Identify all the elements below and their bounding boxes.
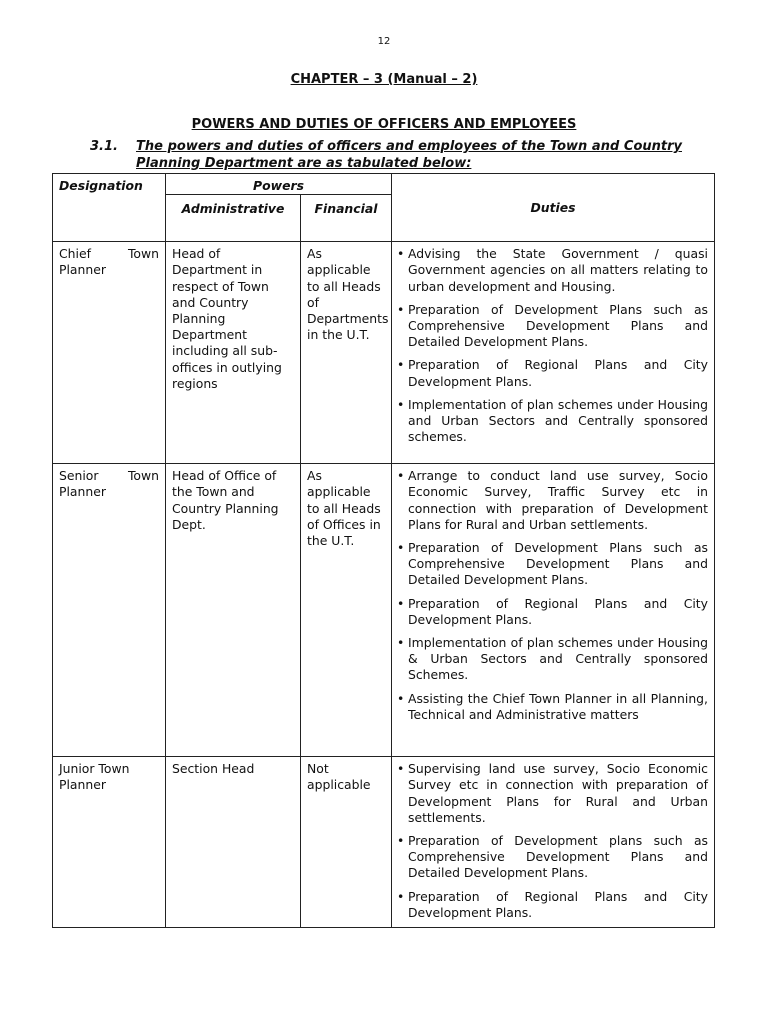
designation-word: Planner — [59, 484, 106, 500]
duty-item: • Preparation of Regional Plans and City Development Plans. — [408, 357, 708, 389]
designation-word: Planner — [59, 262, 106, 278]
designation-cell — [53, 242, 166, 464]
designation-word: Town — [127, 468, 159, 484]
intro-number: 3.1. — [90, 139, 118, 154]
designation-cell — [53, 464, 166, 757]
duties-cell — [392, 242, 715, 464]
header-administrative: Administrative — [166, 195, 301, 242]
designation-word: Chief — [59, 246, 91, 262]
designation-word: Planner — [59, 777, 106, 793]
chapter-heading: CHAPTER – 3 (Manual – 2) — [290, 72, 478, 87]
duty-item: • Preparation of Development plans such as Comprehensive Development Plans and Detailed Development Plans. — [408, 833, 708, 882]
header-duties: Duties — [392, 174, 715, 242]
financial-cell: Not applicable — [301, 757, 392, 928]
header-designation: Designation — [53, 174, 166, 242]
duties-cell — [392, 464, 715, 757]
designation-word: Junior Town — [59, 761, 130, 777]
duty-item: • Preparation of Development Plans such as Comprehensive Development Plans and Detailed Development Plans. — [408, 302, 708, 351]
financial-cell: As applicable to all Heads of Offices in the U.T. — [301, 464, 392, 757]
table-row — [53, 757, 715, 928]
header-financial: Financial — [301, 195, 392, 242]
intro-text: The powers and duties of officers and employees of the Town and Country Planning Department are as tabulated below: — [136, 139, 682, 171]
page-number: 12 — [377, 36, 391, 47]
designation-word: Town — [127, 246, 159, 262]
table-row — [53, 464, 715, 757]
duty-item: • Preparation of Development Plans such as Comprehensive Development Plans and Detailed Development Plans. — [408, 540, 708, 589]
administrative-cell: Head of Office of the Town and Country Planning Dept. — [166, 464, 301, 757]
duties-cell — [392, 757, 715, 928]
financial-cell: As applicable to all Heads of Departments in the U.T. — [301, 242, 392, 464]
section-title: POWERS AND DUTIES OF OFFICERS AND EMPLOYEES — [191, 117, 577, 132]
designation-word: Senior — [59, 468, 99, 484]
administrative-cell: Head of Department in respect of Town and Country Planning Department including all sub-offices in outlying regions — [166, 242, 301, 464]
duty-item: • Assisting the Chief Town Planner in all Planning, Technical and Administrative matters — [408, 691, 708, 723]
duty-item: • Implementation of plan schemes under Housing & Urban Sectors and Centrally sponsored Schemes. — [408, 635, 708, 684]
duty-item: • Preparation of Regional Plans and City Development Plans. — [408, 889, 708, 921]
table-row — [53, 242, 715, 464]
header-powers: Powers — [166, 174, 392, 195]
duty-item: • Advising the State Government / quasi Government agencies on all matters relating to urban development and Housing. — [408, 246, 708, 295]
duty-item: • Arrange to conduct land use survey, Socio Economic Survey, Traffic Survey etc in connection with preparation of Development Plans for Rural and Urban settlements. — [408, 468, 708, 533]
designation-cell — [53, 757, 166, 928]
duty-item: • Preparation of Regional Plans and City Development Plans. — [408, 596, 708, 628]
duty-item: • Supervising land use survey, Socio Economic Survey etc in connection with preparation of Development Plans for Rural and Urban settlements. — [408, 761, 708, 826]
administrative-cell: Section Head — [166, 757, 301, 928]
duty-item: • Implementation of plan schemes under Housing and Urban Sectors and Centrally sponsored schemes. — [408, 397, 708, 446]
duties-table — [52, 173, 715, 928]
